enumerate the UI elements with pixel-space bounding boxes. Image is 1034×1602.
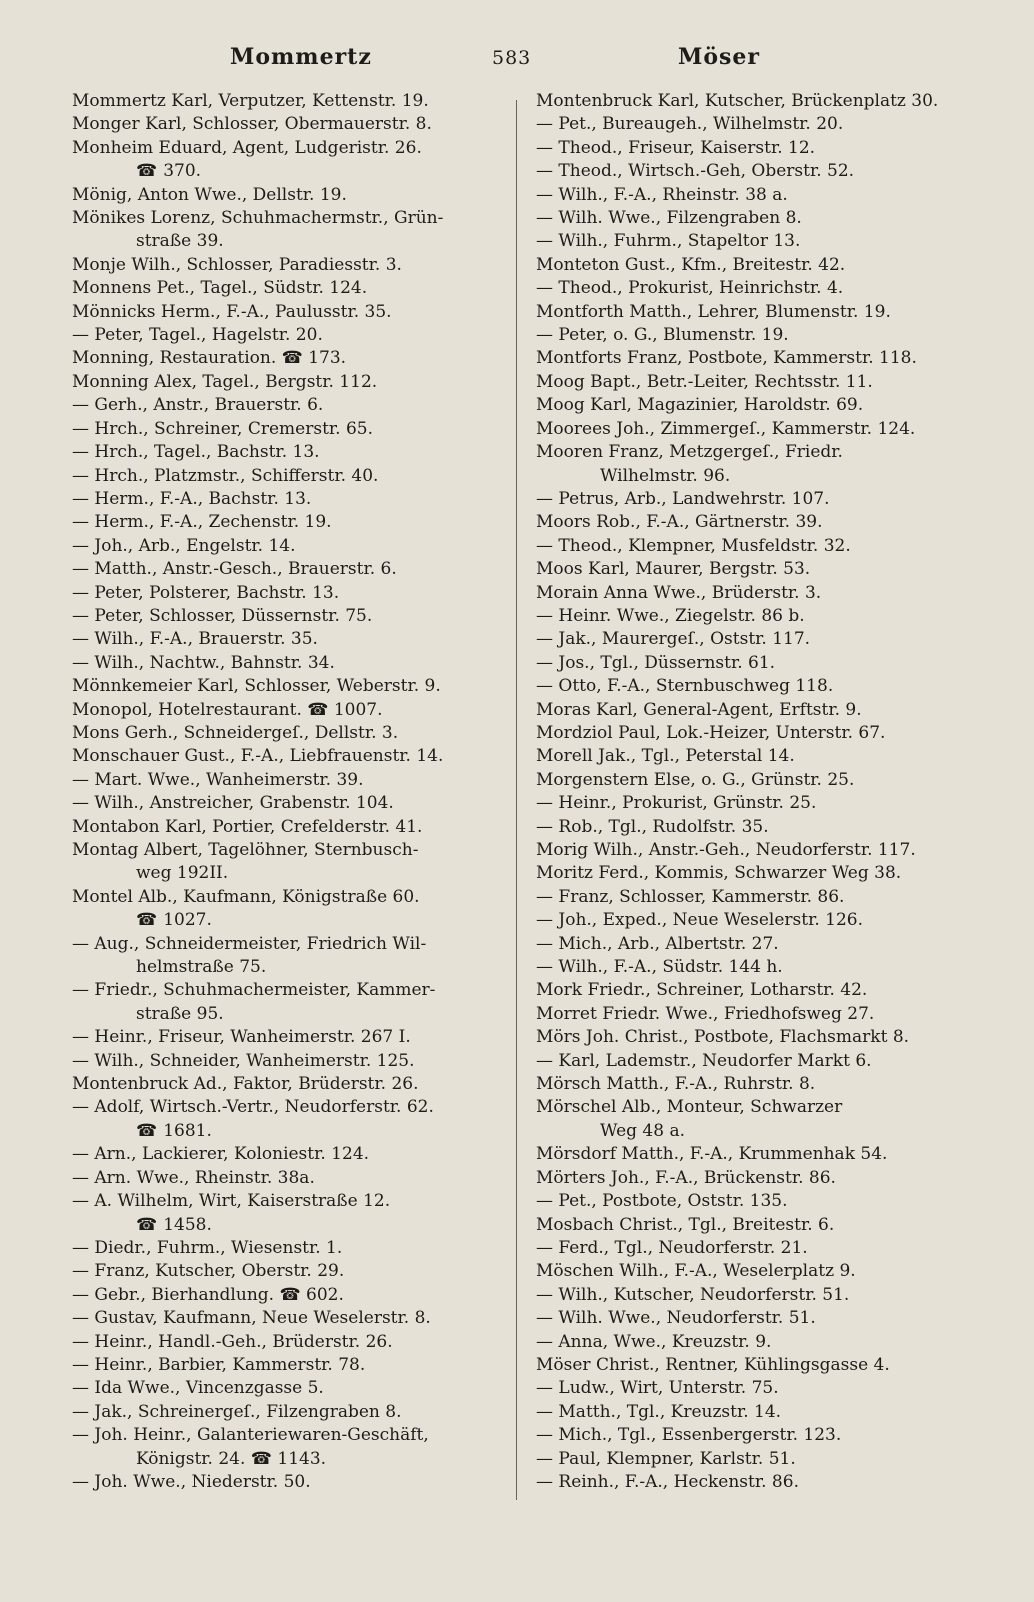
directory-entry: — Ida Wwe., Vincenzgasse 5. xyxy=(72,1378,324,1399)
directory-entry: Mosbach Christ., Tgl., Breitestr. 6. xyxy=(536,1214,835,1235)
directory-entry: — Peter, Tagel., Hagelstr. 20. xyxy=(72,325,323,346)
directory-entry: Monopol, Hotelrestaurant. ☎ 1007. xyxy=(72,699,383,720)
directory-entry: — Karl, Lademstr., Neudorfer Markt 6. xyxy=(536,1050,872,1071)
directory-entry: Mörs Joh. Christ., Postbote, Flachsmarkt 8. xyxy=(536,1027,910,1048)
directory-entry: — Herm., F.-A., Bachstr. 13. xyxy=(72,488,312,509)
phone-entry xyxy=(72,1214,512,1237)
directory-entry: Montenbruck Karl, Kutscher, Brückenplatz 30. xyxy=(536,91,939,111)
directory-entry: — Theod., Klempner, Musfeldstr. 32. xyxy=(536,535,851,556)
directory-entry: — Mich., Arb., Albertstr. 27. xyxy=(536,933,779,954)
phone-entry xyxy=(72,909,512,932)
directory-entry: Mönikes Lorenz, Schuhmachermstr., Grün- xyxy=(72,208,444,229)
phone-number: 1681. xyxy=(163,1120,212,1141)
directory-entry: — Mich., Tgl., Essenbergerstr. 123. xyxy=(536,1425,842,1446)
header-right-keyword: Möser xyxy=(678,44,760,70)
directory-entry: Mörsdorf Matth., F.-A., Krummenhak 54. xyxy=(536,1144,888,1165)
directory-entry: Monger Karl, Schlosser, Obermauerstr. 8. xyxy=(72,114,432,135)
directory-entry: Moras Karl, General-Agent, Erftstr. 9. xyxy=(536,699,862,720)
directory-entry: Monnens Pet., Tagel., Südstr. 124. xyxy=(72,278,368,299)
directory-entry: — Jak., Maurergeſ., Oststr. 117. xyxy=(536,629,811,650)
telephone-icon: ☎ xyxy=(136,161,158,182)
directory-entry: — A. Wilhelm, Wirt, Kaiserstraße 12. xyxy=(72,1191,391,1212)
entry-continuation: Königstr. 24. ☎ 1143. xyxy=(136,1448,327,1469)
directory-entry: Montag Albert, Tagelöhner, Sternbusch- xyxy=(72,840,419,860)
directory-entry: — Heinr., Prokurist, Grünstr. 25. xyxy=(536,793,817,814)
directory-entry: — Paul, Klempner, Karlstr. 51. xyxy=(536,1448,796,1469)
directory-entry: — Heinr., Friseur, Wanheimerstr. 267 I. xyxy=(72,1027,411,1048)
directory-entry: — Jos., Tgl., Düssernstr. 61. xyxy=(536,652,776,673)
directory-entry: — Ferd., Tgl., Neudorferstr. 21. xyxy=(536,1237,808,1258)
directory-entry: — Rob., Tgl., Rudolfstr. 35. xyxy=(536,816,769,837)
directory-entry: — Peter, Polsterer, Bachstr. 13. xyxy=(72,582,340,603)
directory-entry: — Wilh. Wwe., Neudorferstr. 51. xyxy=(536,1308,816,1329)
directory-entry: Mommertz Karl, Verputzer, Kettenstr. 19. xyxy=(72,91,429,111)
directory-entry: — Hrch., Tagel., Bachstr. 13. xyxy=(72,442,320,463)
directory-entry: — Wilh., F.-A., Südstr. 144 h. xyxy=(536,957,783,978)
directory-entry: — Franz, Kutscher, Oberstr. 29. xyxy=(72,1261,345,1282)
directory-entry: Möschen Wilh., F.-A., Weselerplatz 9. xyxy=(536,1261,856,1282)
directory-entry: — Gebr., Bierhandlung. ☎ 602. xyxy=(72,1284,344,1305)
directory-entry: — Adolf, Wirtsch.-Vertr., Neudorferstr. 62. xyxy=(72,1097,434,1118)
phone-number: 1027. xyxy=(163,910,212,931)
directory-entry: — Joh. Heinr., Galanteriewaren-Geschäft, xyxy=(72,1425,429,1446)
phone-entry xyxy=(72,160,512,183)
entry-continuation: helmstraße 75. xyxy=(136,957,267,978)
directory-entry: Moritz Ferd., Kommis, Schwarzer Weg 38. xyxy=(536,863,902,884)
directory-entry: — Herm., F.-A., Zechenstr. 19. xyxy=(72,512,332,533)
directory-entry: Moors Rob., F.-A., Gärtnerstr. 39. xyxy=(536,512,823,533)
directory-entry: Mönnicks Herm., F.-A., Paulusstr. 35. xyxy=(72,301,392,322)
directory-entry: — Wilh. Wwe., Filzengraben 8. xyxy=(536,208,802,229)
directory-entry: Morell Jak., Tgl., Peterstal 14. xyxy=(536,746,795,767)
directory-entry: — Ludw., Wirt, Unterstr. 75. xyxy=(536,1378,779,1399)
directory-entry: — Joh., Exped., Neue Weselerstr. 126. xyxy=(536,910,864,931)
directory-entry: Monning, Restauration. ☎ 173. xyxy=(72,348,347,369)
directory-entry: Montforth Matth., Lehrer, Blumenstr. 19. xyxy=(536,301,891,322)
directory-entry: — Wilh., Fuhrm., Stapeltor 13. xyxy=(536,231,801,252)
directory-entry: — Franz, Schlosser, Kammerstr. 86. xyxy=(536,886,845,907)
directory-entry: — Diedr., Fuhrm., Wiesenstr. 1. xyxy=(72,1237,343,1258)
directory-entry: Mörters Joh., F.-A., Brückenstr. 86. xyxy=(536,1167,836,1188)
phone-number: 370. xyxy=(163,161,202,182)
directory-entry: — Joh. Wwe., Niederstr. 50. xyxy=(72,1471,311,1492)
directory-entry: — Wilh., F.-A., Brauerstr. 35. xyxy=(72,629,318,650)
directory-entry: Moorees Joh., Zimmergeſ., Kammerstr. 124. xyxy=(536,418,916,439)
directory-entry: — Otto, F.-A., Sternbuschweg 118. xyxy=(536,676,834,697)
directory-entry: — Heinr., Barbier, Kammerstr. 78. xyxy=(72,1354,366,1375)
directory-entry: — Heinr., Handl.-Geh., Brüderstr. 26. xyxy=(72,1331,393,1352)
directory-entry: — Pet., Postbote, Oststr. 135. xyxy=(536,1191,788,1212)
directory-entry: — Theod., Prokurist, Heinrichstr. 4. xyxy=(536,278,844,299)
directory-entry: Morig Wilh., Anstr.-Geh., Neudorferstr. 117. xyxy=(536,840,916,860)
directory-entry: — Peter, o. G., Blumenstr. 19. xyxy=(536,325,789,346)
directory-entry: — Theod., Wirtsch.-Geh, Oberstr. 52. xyxy=(536,161,855,182)
directory-entry: — Peter, Schlosser, Düssernstr. 75. xyxy=(72,605,373,626)
directory-entry: Mons Gerh., Schneidergeſ., Dellstr. 3. xyxy=(72,722,399,743)
directory-entry: — Matth., Anstr.-Gesch., Brauerstr. 6. xyxy=(72,559,397,580)
entry-continuation: straße 39. xyxy=(136,231,224,252)
directory-entry: — Reinh., F.-A., Heckenstr. 86. xyxy=(536,1471,799,1492)
phone-number: 1458. xyxy=(163,1214,212,1235)
directory-entry: Monje Wilh., Schlosser, Paradiesstr. 3. xyxy=(72,254,402,275)
directory-entry: Morgenstern Else, o. G., Grünstr. 25. xyxy=(536,769,855,790)
telephone-icon: ☎ xyxy=(136,910,158,931)
directory-entry: Mörschel Alb., Monteur, Schwarzer xyxy=(536,1097,843,1118)
right-column xyxy=(536,90,986,1494)
directory-entry: — Wilh., Anstreicher, Grabenstr. 104. xyxy=(72,793,394,814)
directory-entry: Mörsch Matth., F.-A., Ruhrstr. 8. xyxy=(536,1074,816,1095)
directory-entry: Moog Karl, Magazinier, Haroldstr. 69. xyxy=(536,395,864,416)
directory-entry: — Matth., Tgl., Kreuzstr. 14. xyxy=(536,1401,782,1422)
directory-entry: — Wilh., Schneider, Wanheimerstr. 125. xyxy=(72,1050,415,1071)
directory-entry: Monheim Eduard, Agent, Ludgeristr. 26. xyxy=(72,137,422,158)
directory-entry: Monteton Gust., Kfm., Breitestr. 42. xyxy=(536,254,846,275)
directory-entry: Mooren Franz, Metzgergeſ., Friedr. xyxy=(536,442,843,463)
directory-entry: — Friedr., Schuhmachermeister, Kammer- xyxy=(72,980,436,1001)
directory-entry: — Heinr. Wwe., Ziegelstr. 86 b. xyxy=(536,605,805,626)
directory-entry: — Theod., Friseur, Kaiserstr. 12. xyxy=(536,137,816,158)
page-number: 583 xyxy=(492,47,532,69)
directory-entry: Moog Bapt., Betr.-Leiter, Rechtsstr. 11. xyxy=(536,371,873,392)
directory-entry: Mork Friedr., Schreiner, Lotharstr. 42. xyxy=(536,980,868,1001)
directory-entry: — Hrch., Schreiner, Cremerstr. 65. xyxy=(72,418,374,439)
directory-entry: — Hrch., Platzmstr., Schifferstr. 40. xyxy=(72,465,379,486)
directory-entry: Montabon Karl, Portier, Crefelderstr. 41. xyxy=(72,816,423,837)
directory-entry: Möser Christ., Rentner, Kühlingsgasse 4. xyxy=(536,1354,890,1375)
entry-continuation: straße 95. xyxy=(136,1003,224,1024)
directory-entry: Mönnkemeier Karl, Schlosser, Weberstr. 9. xyxy=(72,676,441,697)
directory-entry: — Wilh., Kutscher, Neudorferstr. 51. xyxy=(536,1284,850,1305)
directory-entry: Mönig, Anton Wwe., Dellstr. 19. xyxy=(72,184,347,205)
directory-entry: Montenbruck Ad., Faktor, Brüderstr. 26. xyxy=(72,1074,419,1095)
directory-entry: — Wilh., F.-A., Rheinstr. 38 a. xyxy=(536,184,788,205)
directory-entry: — Arn. Wwe., Rheinstr. 38a. xyxy=(72,1167,315,1188)
entry-continuation: weg 192II. xyxy=(136,863,229,884)
entry-continuation: Wilhelmstr. 96. xyxy=(600,465,731,486)
left-column xyxy=(72,90,512,1494)
directory-entry: — Aug., Schneidermeister, Friedrich Wil- xyxy=(72,933,427,954)
directory-entry: — Petrus, Arb., Landwehrstr. 107. xyxy=(536,488,830,509)
directory-entry: — Anna, Wwe., Kreuzstr. 9. xyxy=(536,1331,772,1352)
directory-entry: Morain Anna Wwe., Brüderstr. 3. xyxy=(536,582,822,603)
directory-entry: — Wilh., Nachtw., Bahnstr. 34. xyxy=(72,652,335,673)
directory-entry: Mordziol Paul, Lok.-Heizer, Unterstr. 67. xyxy=(536,722,886,743)
telephone-icon: ☎ xyxy=(136,1214,158,1235)
directory-entry: Montel Alb., Kaufmann, Königstraße 60. xyxy=(72,886,420,907)
directory-entry: — Gerh., Anstr., Brauerstr. 6. xyxy=(72,395,324,416)
directory-entry: Montforts Franz, Postbote, Kammerstr. 118. xyxy=(536,348,917,369)
directory-entry: — Gustav, Kaufmann, Neue Weselerstr. 8. xyxy=(72,1308,431,1329)
entry-continuation: Weg 48 a. xyxy=(600,1120,686,1141)
phone-entry xyxy=(72,1120,512,1143)
directory-entry: — Joh., Arb., Engelstr. 14. xyxy=(72,535,296,556)
telephone-icon: ☎ xyxy=(136,1120,158,1141)
directory-entry: Monschauer Gust., F.-A., Liebfrauenstr. 14. xyxy=(72,746,444,767)
directory-entry: — Arn., Lackierer, Koloniestr. 124. xyxy=(72,1144,370,1165)
directory-entry: — Jak., Schreinergeſ., Filzengraben 8. xyxy=(72,1401,402,1422)
column-divider xyxy=(516,100,517,1500)
directory-entry: — Pet., Bureaugeh., Wilhelmstr. 20. xyxy=(536,114,844,135)
directory-entry: — Mart. Wwe., Wanheimerstr. 39. xyxy=(72,769,364,790)
directory-entry: Monning Alex, Tagel., Bergstr. 112. xyxy=(72,371,378,392)
header-left-keyword: Mommertz xyxy=(230,44,372,70)
directory-entry: Morret Friedr. Wwe., Friedhofsweg 27. xyxy=(536,1003,875,1024)
directory-entry: Moos Karl, Maurer, Bergstr. 53. xyxy=(536,559,811,580)
